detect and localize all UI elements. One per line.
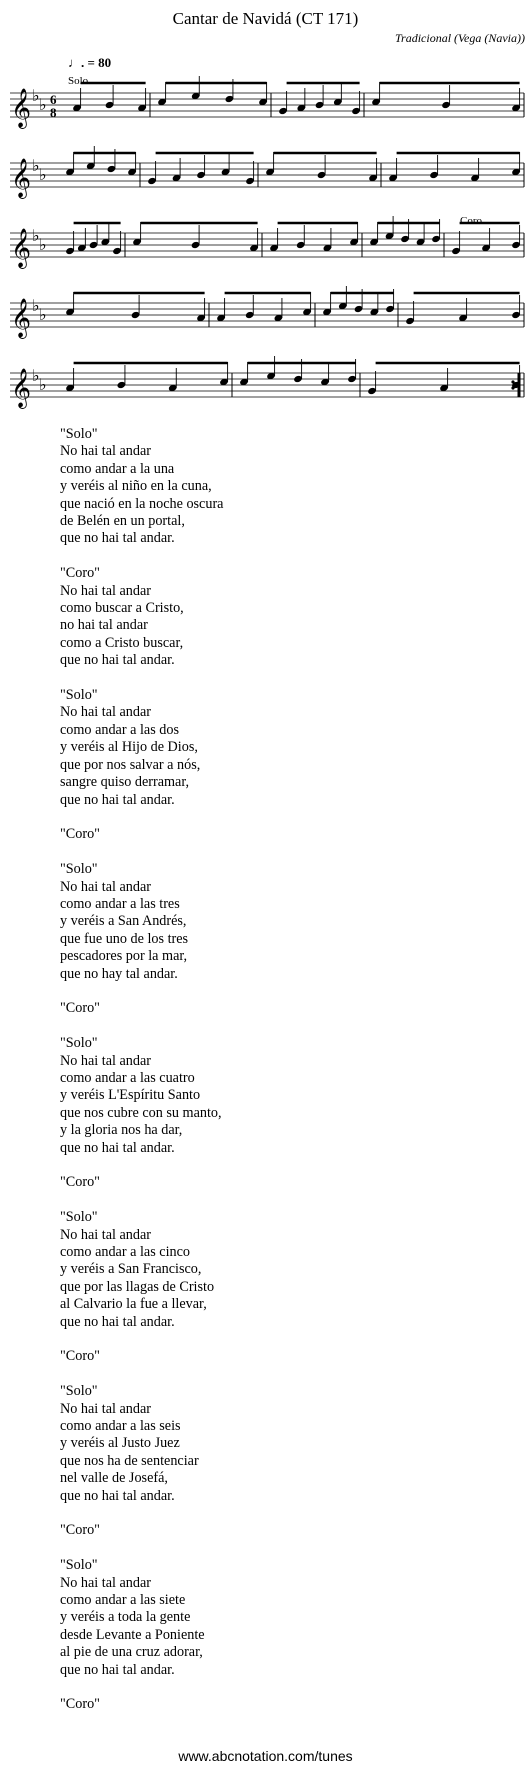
- sheet-music: [0, 0, 531, 410]
- lyric-line: que por las llagas de Cristo: [60, 1278, 215, 1295]
- time-signature-top: 6: [50, 92, 57, 107]
- lyric-line: "Coro": [60, 826, 100, 843]
- lyric-line: nel valle de Josefá,: [60, 1470, 168, 1487]
- repeat-dot: [511, 380, 514, 383]
- lyric-line: y veréis a toda la gente: [60, 1609, 191, 1626]
- lyric-line: como andar a las cinco: [60, 1243, 190, 1260]
- lyric-line: como a Cristo buscar,: [60, 634, 184, 651]
- lyric-line: como buscar a Cristo,: [60, 600, 184, 617]
- lyric-line: de Belén en un portal,: [60, 513, 185, 530]
- treble-clef-icon: 𝄞: [11, 90, 32, 127]
- treble-clef-icon: 𝄞: [11, 230, 32, 267]
- lyric-stanza: [60, 687, 223, 809]
- lyric-line: que no hai tal andar.: [60, 1487, 175, 1504]
- flat-icon: ♭: [39, 377, 47, 394]
- lyric-line: No hai tal andar: [60, 704, 151, 721]
- lyric-line: al pie de una cruz adorar,: [60, 1644, 203, 1661]
- lyric-line: que no hay tal andar.: [60, 965, 178, 982]
- lyric-line: que nos cubre con su manto,: [60, 1104, 222, 1121]
- lyric-line: que fue uno de los tres: [60, 930, 189, 947]
- lyric-stanza: [60, 1522, 223, 1539]
- treble-clef-icon: 𝄞: [11, 300, 32, 337]
- flat-icon: ♭: [39, 97, 47, 114]
- lyric-line: que nació en la noche oscura: [60, 495, 224, 512]
- lyric-line: como andar a las dos: [60, 721, 179, 738]
- lyric-line: No hai tal andar: [60, 582, 151, 599]
- part-label-coro: Coro: [460, 215, 482, 227]
- lyric-line: "Solo": [60, 1557, 98, 1574]
- lyric-line: desde Levante a Poniente: [60, 1626, 205, 1643]
- lyric-line: "Coro": [60, 1696, 100, 1713]
- footer-url[interactable]: www.abcnotation.com/tunes: [178, 1748, 353, 1764]
- lyric-line: al Calvario la fue a llevar,: [60, 1296, 207, 1313]
- page-title: Cantar de Navidá (CT 171): [172, 9, 359, 28]
- lyric-line: "Coro": [60, 1348, 100, 1365]
- lyric-line: pescadores por la mar,: [60, 948, 188, 965]
- lyric-stanza: [60, 1348, 223, 1365]
- lyric-line: como andar a la una: [60, 460, 175, 477]
- lyric-line: "Coro": [60, 565, 100, 582]
- lyric-line: "Solo": [60, 861, 98, 878]
- lyric-line: "Solo": [60, 1383, 98, 1400]
- lyric-line: y veréis L'Espíritu Santo: [60, 1087, 201, 1104]
- lyric-stanza: [60, 565, 223, 669]
- lyric-line: y veréis a San Francisco,: [60, 1261, 202, 1278]
- lyric-stanza: [60, 1696, 223, 1713]
- treble-clef-icon: 𝄞: [11, 370, 32, 407]
- treble-clef-icon: 𝄞: [11, 160, 32, 197]
- lyric-line: y veréis a San Andrés,: [60, 913, 187, 930]
- composer-credit: Tradicional (Vega (Navia)): [395, 31, 525, 45]
- lyric-line: "Coro": [60, 1000, 100, 1017]
- lyric-line: como andar a las tres: [60, 895, 180, 912]
- tempo-marking: ♩. = 80: [68, 55, 112, 70]
- lyric-line: y veréis al niño en la cuna,: [60, 478, 212, 495]
- lyric-line: "Solo": [60, 1209, 98, 1226]
- lyric-line: que no hai tal andar.: [60, 1661, 175, 1678]
- lyric-line: No hai tal andar: [60, 1400, 151, 1417]
- lyric-line: que nos ha de sentenciar: [60, 1452, 199, 1469]
- lyric-line: que por nos salvar a nós,: [60, 756, 201, 773]
- lyric-line: que no hai tal andar.: [60, 1313, 175, 1330]
- lyric-line: No hai tal andar: [60, 443, 151, 460]
- lyric-stanza: [60, 426, 223, 548]
- lyric-line: No hai tal andar: [60, 878, 151, 895]
- lyric-stanza: [60, 1383, 223, 1505]
- flat-icon: ♭: [32, 368, 40, 385]
- lyric-line: "Solo": [60, 426, 98, 442]
- lyric-line: como andar a las siete: [60, 1592, 186, 1609]
- lyric-stanza: [60, 826, 223, 843]
- lyric-line: que no hai tal andar.: [60, 791, 175, 808]
- lyric-line: no hai tal andar: [60, 617, 148, 634]
- flat-icon: ♭: [39, 167, 47, 184]
- time-signature-bottom: 8: [50, 105, 57, 120]
- lyric-line: y veréis al Hijo de Dios,: [60, 739, 198, 756]
- lyric-line: que no hai tal andar.: [60, 652, 175, 669]
- lyric-line: No hai tal andar: [60, 1052, 151, 1069]
- flat-icon: ♭: [32, 158, 40, 175]
- lyric-stanza: [60, 1174, 223, 1191]
- lyric-line: No hai tal andar: [60, 1574, 151, 1591]
- lyric-line: que no hai tal andar.: [60, 1139, 175, 1156]
- flat-icon: ♭: [32, 228, 40, 245]
- lyrics-block: [60, 426, 223, 1731]
- lyric-line: "Coro": [60, 1174, 100, 1191]
- lyric-stanza: [60, 1000, 223, 1017]
- lyric-stanza: [60, 861, 223, 983]
- flat-icon: ♭: [32, 88, 40, 105]
- lyric-line: "Solo": [60, 687, 98, 704]
- lyric-line: que no hai tal andar.: [60, 530, 175, 547]
- lyric-line: No hai tal andar: [60, 1226, 151, 1243]
- flat-icon: ♭: [39, 307, 47, 324]
- flat-icon: ♭: [32, 298, 40, 315]
- lyric-stanza: [60, 1209, 223, 1331]
- lyric-line: "Solo": [60, 1035, 98, 1052]
- flat-icon: ♭: [39, 237, 47, 254]
- lyric-line: y la gloria nos ha dar,: [60, 1122, 183, 1139]
- lyric-line: como andar a las seis: [60, 1418, 181, 1434]
- lyric-line: como andar a las cuatro: [60, 1069, 195, 1086]
- lyric-stanza: [60, 1557, 223, 1679]
- lyric-line: y veréis al Justo Juez: [60, 1435, 180, 1452]
- lyric-line: sangre quiso derramar,: [60, 774, 190, 791]
- lyric-stanza: [60, 1035, 223, 1157]
- lyric-line: "Coro": [60, 1522, 100, 1539]
- part-label-solo: Solo: [68, 75, 89, 87]
- repeat-dot: [511, 386, 514, 389]
